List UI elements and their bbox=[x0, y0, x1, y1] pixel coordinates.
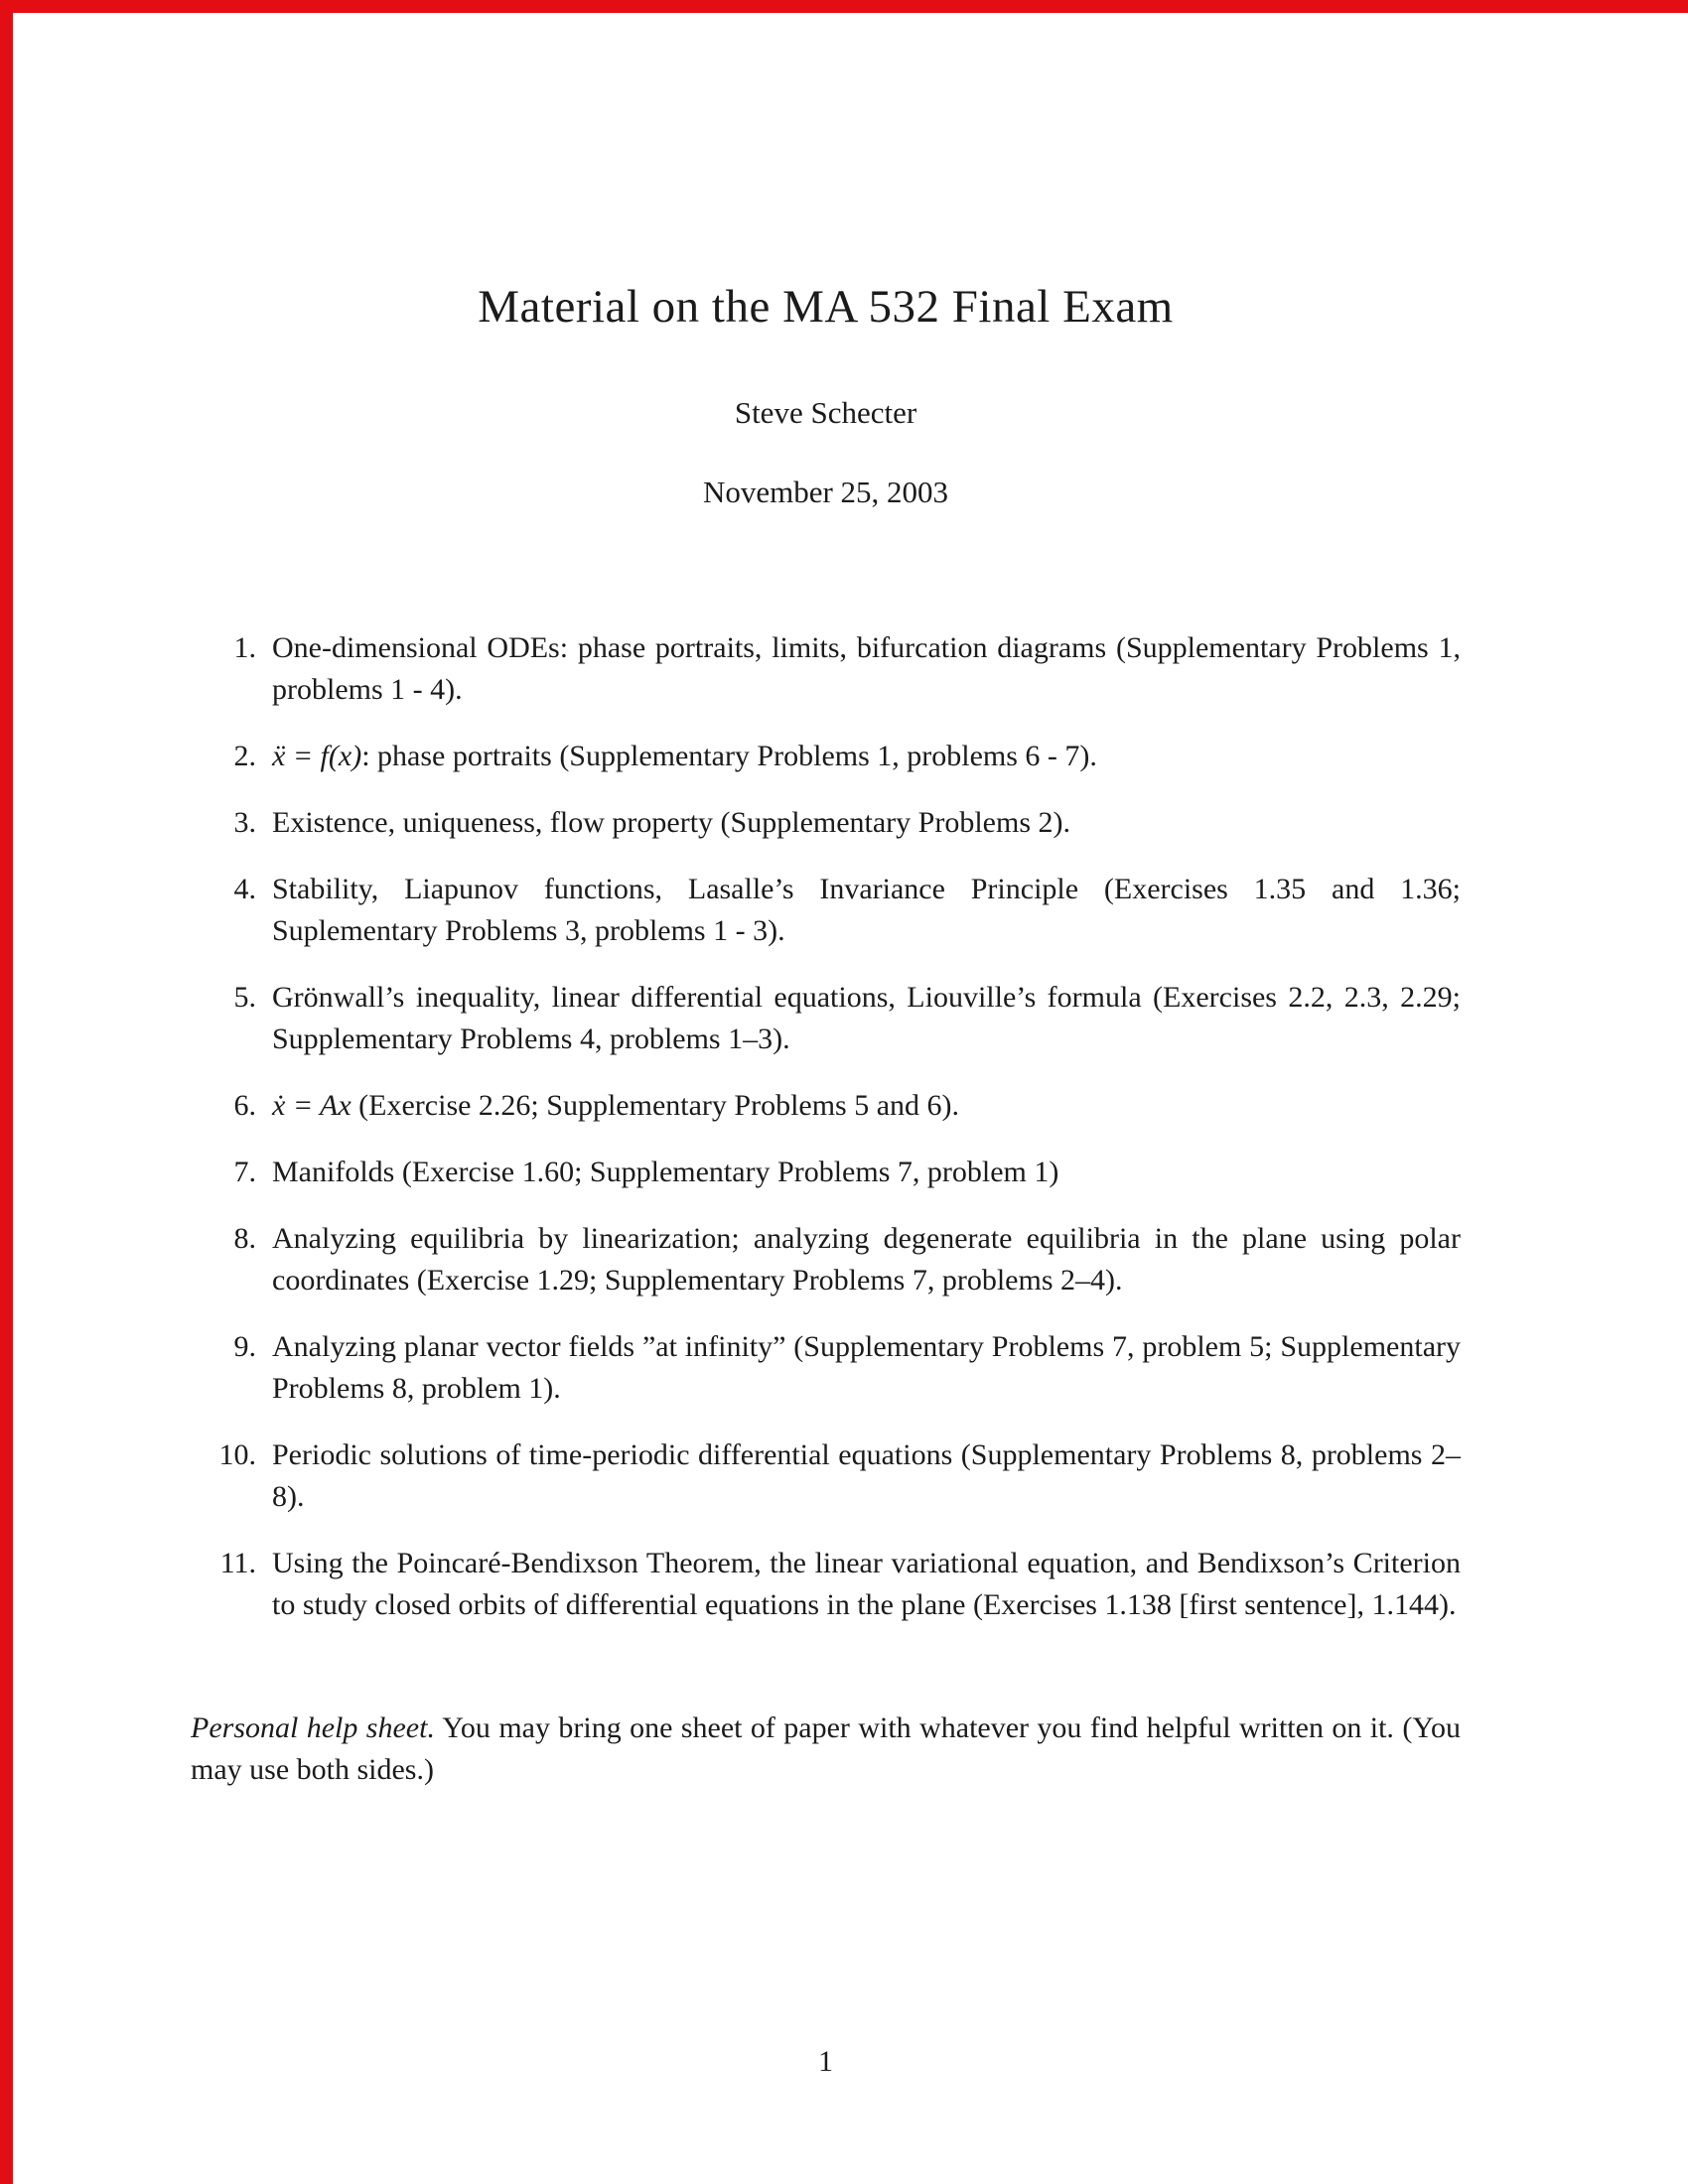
math-expression: ẍ = f(x) bbox=[272, 740, 362, 772]
document-date: November 25, 2003 bbox=[702, 475, 949, 509]
help-sheet-note-lead: Personal help sheet. bbox=[191, 1711, 435, 1744]
list-item bbox=[191, 802, 1461, 844]
list-item-body: (Exercise 2.26; Supplementary Problems 5 and 6). bbox=[351, 1089, 960, 1122]
list-item-number: 8. bbox=[233, 1222, 256, 1255]
list-item bbox=[191, 869, 1461, 952]
list-item-text bbox=[272, 1218, 1461, 1301]
list-item-body: Existence, uniqueness, flow property (Supplementary Problems 2). bbox=[272, 806, 1070, 839]
list-item bbox=[191, 1434, 1461, 1518]
list-item-body: Analyzing planar vector fields ”at infinity” (Supplementary Problems 7, problem 5; Supplementary Problems 8, problem 1). bbox=[272, 1330, 1461, 1405]
list-item-text bbox=[272, 1543, 1461, 1626]
list-item-body: Periodic solutions of time-periodic differential equations (Supplementary Problems 8, problems 2–8). bbox=[272, 1438, 1461, 1513]
list-item-number: 7. bbox=[233, 1156, 256, 1188]
list-item-text bbox=[272, 1085, 1461, 1127]
list-item-number: 3. bbox=[233, 806, 256, 839]
list-item-number: 10. bbox=[218, 1438, 256, 1471]
page-number: 1 bbox=[818, 2045, 833, 2078]
list-item bbox=[191, 736, 1461, 777]
list-item-text bbox=[272, 1434, 1461, 1518]
list-item-number: 2. bbox=[233, 740, 256, 772]
help-sheet-note-body: You may bring one sheet of paper with whatever you find helpful written on it. (You may use both sides.) bbox=[191, 1711, 1461, 1786]
list-item bbox=[191, 627, 1461, 711]
list-item bbox=[191, 1543, 1461, 1626]
list-item-text bbox=[272, 1152, 1461, 1193]
document-title: Material on the MA 532 Final Exam bbox=[478, 281, 1174, 333]
list-item-text bbox=[272, 627, 1461, 711]
list-item-number: 9. bbox=[233, 1330, 256, 1363]
list-item-number: 1. bbox=[233, 631, 256, 664]
list-item bbox=[191, 1152, 1461, 1193]
list-item-body: Grönwall’s inequality, linear differential equations, Liouville’s formula (Exercises 2.2, 2.3, 2.29; Supplementary Problems 4, problems 1–3). bbox=[272, 981, 1461, 1055]
list-item-body: Manifolds (Exercise 1.60; Supplementary Problems 7, problem 1) bbox=[272, 1156, 1059, 1188]
list-item-number: 11. bbox=[219, 1547, 256, 1579]
list-item bbox=[191, 1218, 1461, 1301]
list-item-body: Stability, Liapunov functions, Lasalle’s Invariance Principle (Exercises 1.35 and 1.36; Suplementary Problems 3, problems 1 - 3). bbox=[272, 873, 1461, 947]
list-item-number: 5. bbox=[233, 981, 256, 1014]
math-expression: ẋ = Ax bbox=[272, 1089, 352, 1122]
list-item-number: 4. bbox=[233, 873, 256, 905]
list-item-text bbox=[272, 869, 1461, 952]
list-item-body: : phase portraits (Supplementary Problems 1, problems 6 - 7). bbox=[361, 740, 1097, 772]
list-item bbox=[191, 977, 1461, 1060]
list-item-text bbox=[272, 977, 1461, 1060]
help-sheet-note bbox=[191, 1707, 1461, 1791]
list-item-body: Using the Poincaré-Bendixson Theorem, the linear variational equation, and Bendixson’s Criterion to study closed orbits of differential equations in the plane (Exercises 1.138 [first sentence], 1.144). bbox=[272, 1547, 1461, 1621]
list-item-text bbox=[272, 1326, 1461, 1410]
list-item-number: 6. bbox=[233, 1089, 256, 1122]
list-item-text bbox=[272, 736, 1461, 777]
document-author: Steve Schecter bbox=[734, 395, 917, 430]
topics-list bbox=[191, 627, 1461, 1626]
list-item-body: Analyzing equilibria by linearization; analyzing degenerate equilibria in the plane using polar coordinates (Exercise 1.29; Supplementary Problems 7, problems 2–4). bbox=[272, 1222, 1461, 1297]
list-item-text bbox=[272, 802, 1461, 844]
list-item bbox=[191, 1085, 1461, 1127]
list-item-body: One-dimensional ODEs: phase portraits, limits, bifurcation diagrams (Supplementary Problems 1, problems 1 - 4). bbox=[272, 631, 1461, 706]
list-item bbox=[191, 1326, 1461, 1410]
